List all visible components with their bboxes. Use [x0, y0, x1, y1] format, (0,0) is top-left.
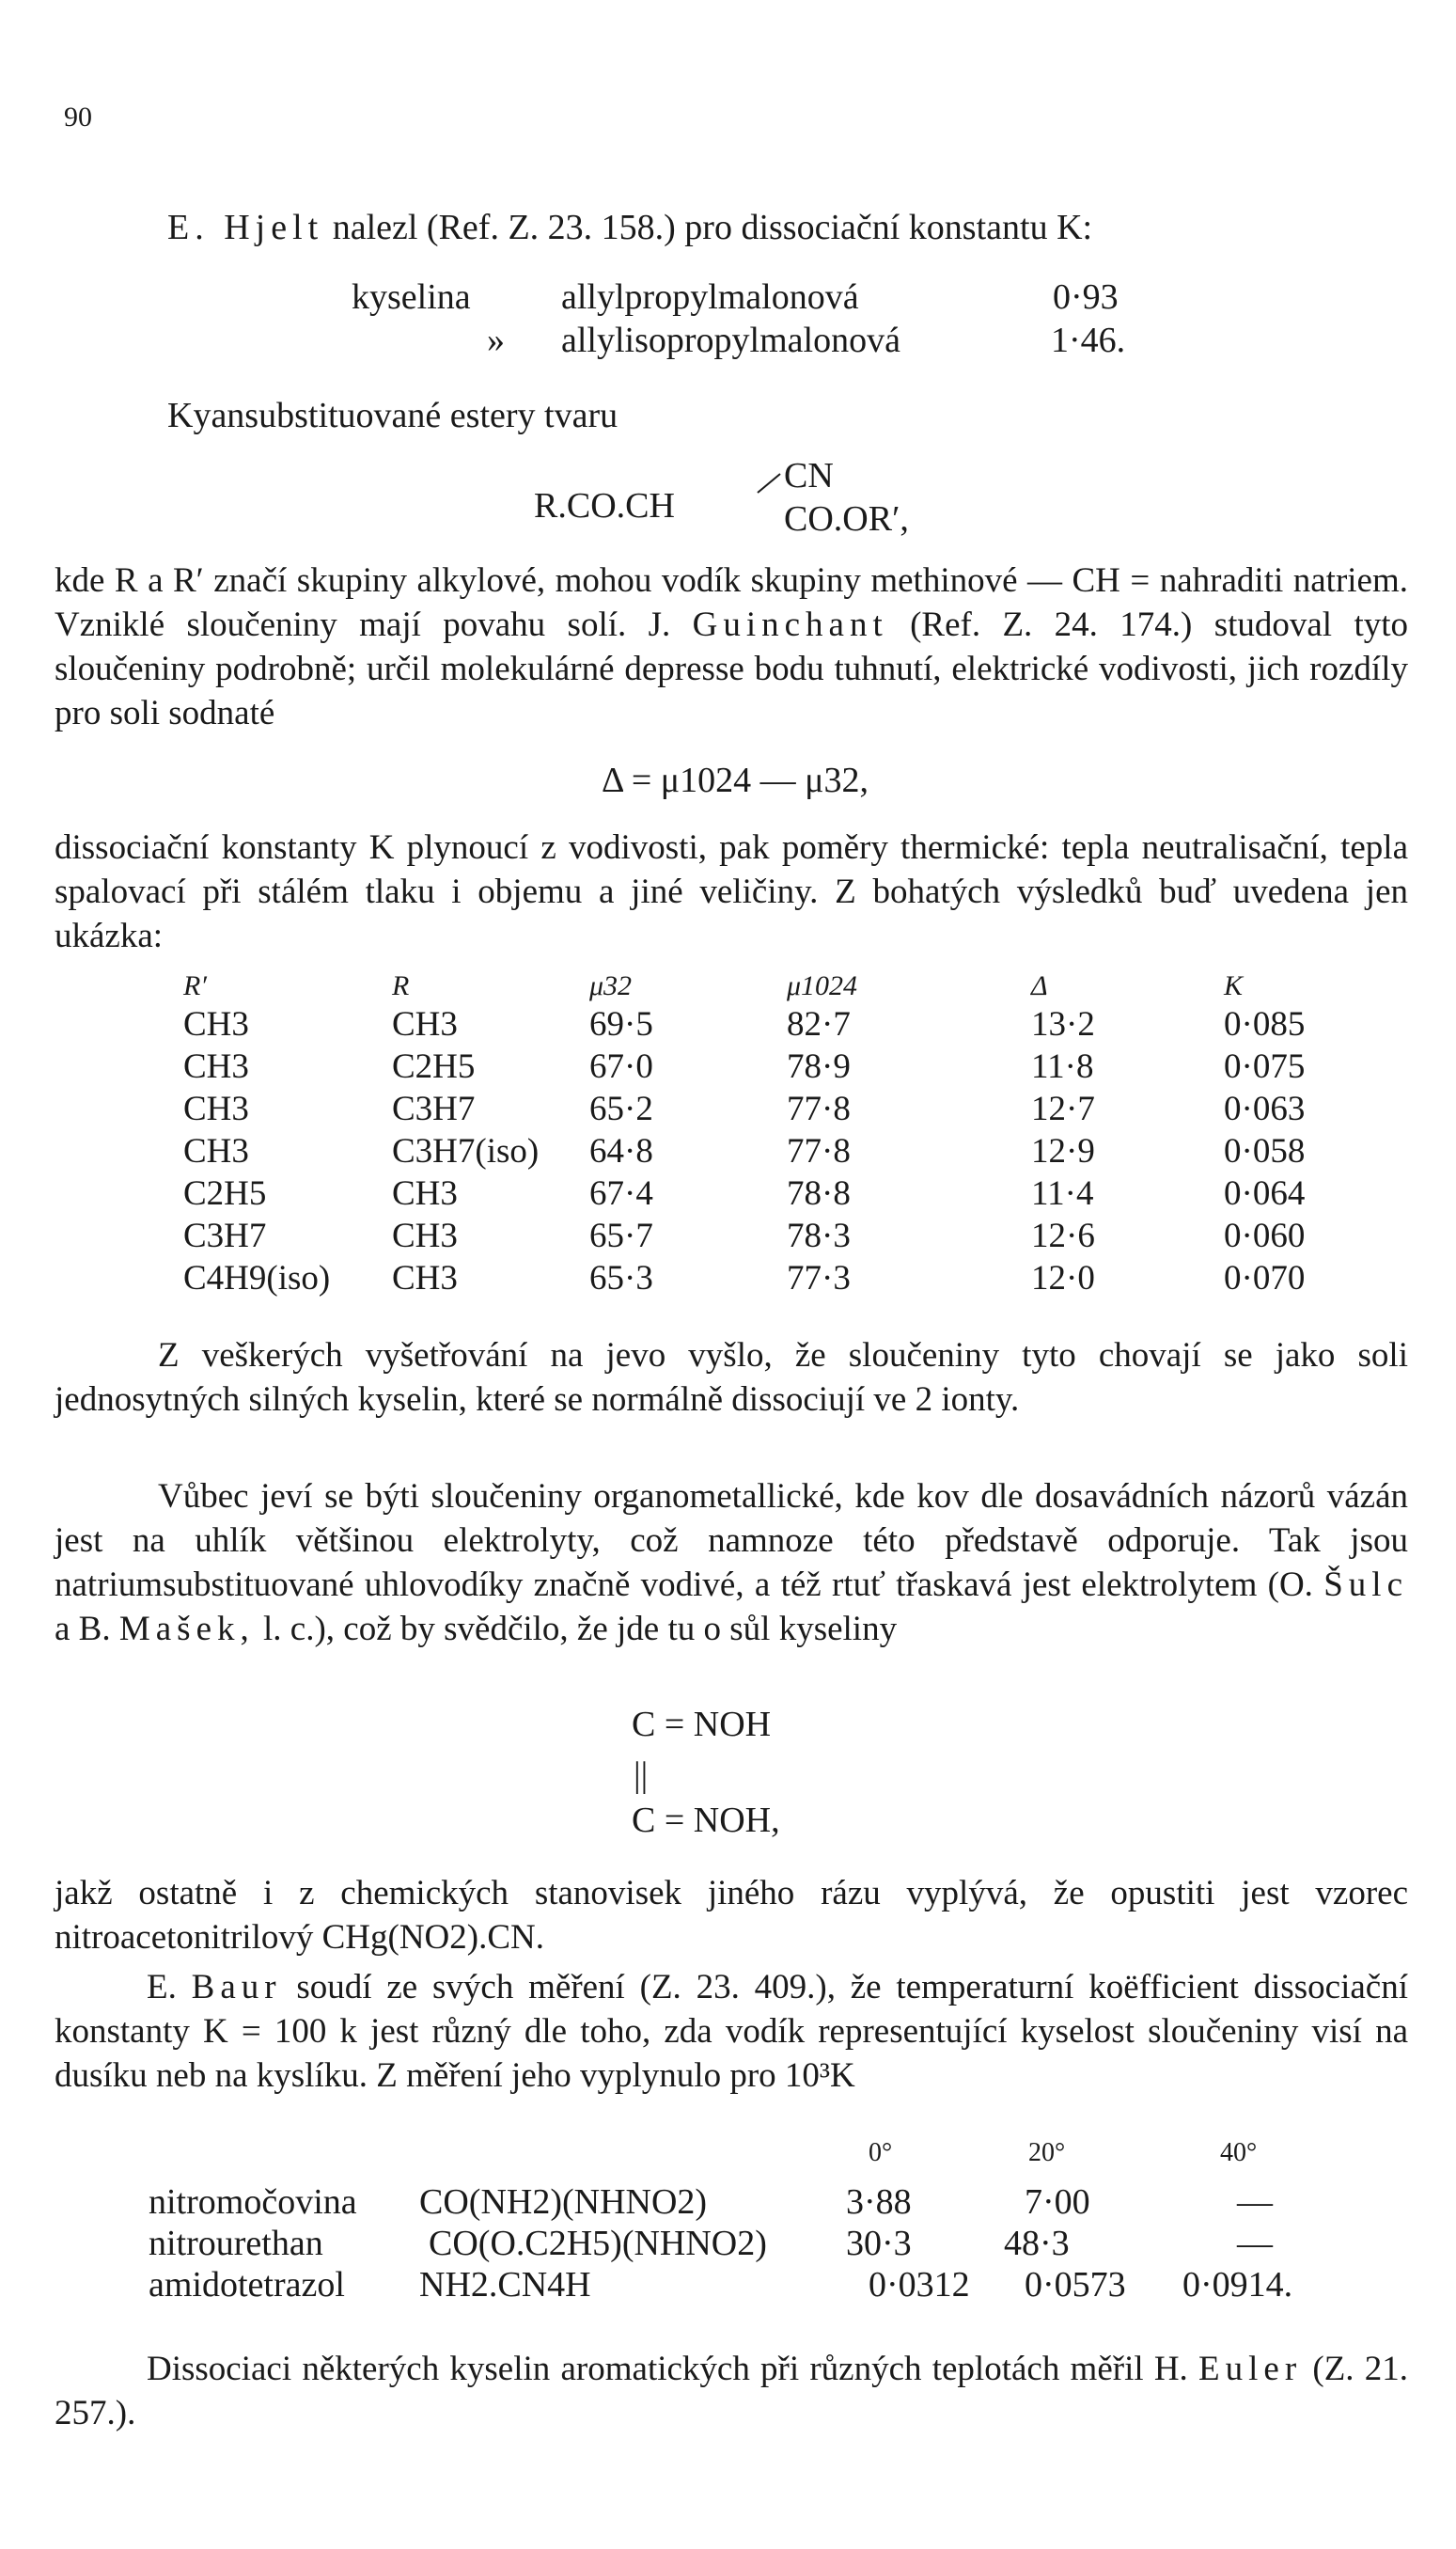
paragraph-7 — [55, 2347, 1408, 2435]
table-2-formula-3: NH2.CN4H — [419, 2265, 591, 2305]
table-row — [183, 1256, 1393, 1298]
table-2-v40-3: 0·0914. — [1182, 2265, 1293, 2305]
table-2-v40-2: — — [1237, 2224, 1273, 2263]
paragraph-1 — [55, 559, 1408, 735]
ester-formula-branch-top: CN — [784, 456, 834, 496]
acid-prefix-1: kyselina — [352, 277, 471, 317]
table-2-v0-1: 3·88 — [846, 2182, 912, 2222]
paragraph-6-author: Baur — [191, 1968, 282, 2006]
acid-value-1: 0·93 — [1053, 277, 1119, 317]
table-cell: 0·075 — [1224, 1047, 1306, 1086]
acid-prefix-2: » — [487, 321, 505, 360]
table-cell: 0·058 — [1224, 1132, 1306, 1171]
table-cell: 65·3 — [589, 1259, 653, 1298]
table-cell: C4H9(iso) — [183, 1259, 331, 1298]
table-cell: 12·7 — [1031, 1090, 1095, 1128]
table-cell: 64·8 — [589, 1132, 653, 1171]
intro-text: nalezl (Ref. Z. 23. 158.) pro dissociační konstantu K: — [332, 208, 1093, 247]
table-cell: C2H5 — [183, 1174, 267, 1213]
table-cell: 65·7 — [589, 1217, 653, 1255]
page-number: 90 — [64, 102, 92, 133]
ester-formula-branch-bottom: CO.OR′, — [784, 499, 909, 539]
table-cell: 0·070 — [1224, 1259, 1306, 1298]
table-row — [183, 1129, 1393, 1172]
table-cell: 82·7 — [787, 1005, 851, 1044]
table-2-formula-1: CO(NH2)(NHNO2) — [419, 2182, 708, 2222]
table-cell: C3H7 — [183, 1217, 267, 1255]
table-cell: 12·9 — [1031, 1132, 1095, 1171]
ester-formula-base: R.CO.CH — [534, 486, 675, 526]
table-cell: 67·0 — [589, 1047, 653, 1086]
table-1-header-mu32: μ32 — [589, 970, 633, 1001]
table-cell: C3H7(iso) — [392, 1132, 540, 1171]
acid-value-2: 1·46. — [1051, 321, 1126, 360]
table-2-header-40: 40° — [1220, 2138, 1258, 2167]
paragraph-6 — [55, 1965, 1408, 2098]
paragraph-3: Z veškerých vyšetřování na jevo vyšlo, že sloučeniny tyto chovají se jako soli jednosytných silných kyselin, které se normálně dissociují ve 2 ionty. — [55, 1336, 1408, 1419]
table-row — [183, 1087, 1393, 1129]
paragraph-6-start: E. — [147, 1968, 177, 2006]
table-cell: 0·064 — [1224, 1174, 1306, 1213]
table-2-v40-1: — — [1237, 2182, 1273, 2222]
noh-formula-line-1: C = NOH — [632, 1705, 772, 1744]
paragraph-4-author-2: Mašek, — [118, 1610, 255, 1648]
paragraph-1-text-a: kde R a R′ značí skupiny alkylové, mohou vodík skupiny methinové — CH = nahraditi natriem. Vzniklé sloučeniny mají povahu solí. J. — [55, 561, 1408, 644]
table-row — [183, 1172, 1393, 1214]
paragraph-4-mid: a B. — [55, 1610, 111, 1648]
table-cell: 12·6 — [1031, 1217, 1095, 1255]
table-row — [183, 1045, 1393, 1087]
paragraph-2: dissociační konstanty K plynoucí z vodivosti, pak poměry thermické: tepla neutralisační, tepla spalovací při stálém tlaku i objemu a jiné veličiny. Z bohatých výsledků buď uvedena jen ukázka: — [55, 828, 1408, 955]
table-2-v20-3: 0·0573 — [1025, 2265, 1126, 2305]
table-cell: 11·4 — [1031, 1174, 1094, 1213]
table-cell: 13·2 — [1031, 1005, 1095, 1044]
table-2-v20-1: 7·00 — [1025, 2182, 1090, 2222]
paragraph-4-text-b: l. c.), což by svědčilo, že jde tu o sůl kyseliny — [263, 1610, 898, 1648]
table-1-header-r-prime: R′ — [183, 970, 207, 1001]
table-2-v0-3: 0·0312 — [869, 2265, 970, 2305]
table-cell: 77·3 — [787, 1259, 851, 1298]
intro-line — [167, 205, 1092, 251]
table-cell: 11·8 — [1031, 1047, 1094, 1086]
table-cell: CH3 — [183, 1005, 249, 1044]
table-cell: 65·2 — [589, 1090, 653, 1128]
table-cell: C2H5 — [392, 1047, 476, 1086]
table-cell: 77·8 — [787, 1090, 851, 1128]
paragraph-5: jakž ostatně i z chemických stanovisek jiného rázu vyplývá, že opustiti jest vzorec nitroacetonitrilový CHg(NO2).CN. — [55, 1874, 1408, 1957]
paragraph-4 — [55, 1474, 1408, 1651]
data-table-1 — [183, 968, 1393, 1298]
table-cell: 78·9 — [787, 1047, 851, 1086]
table-cell: 0·063 — [1224, 1090, 1306, 1128]
table-2-v20-2: 48·3 — [1004, 2224, 1070, 2263]
table-cell: CH3 — [392, 1174, 458, 1213]
table-2-v0-2: 30·3 — [846, 2224, 912, 2263]
acid-name-2: allylisopropylmalonová — [561, 321, 900, 360]
noh-formula-line-2: C = NOH, — [632, 1801, 780, 1840]
table-cell: 12·0 — [1031, 1259, 1095, 1298]
table-row — [183, 1002, 1393, 1045]
paragraph-4-text-a: Vůbec jeví se býti sloučeniny organometallické, kde kov dle dosavádních názorů vázán jest na uhlík většinou elektrolyty, což namnoze této představě odporuje. Tak jsou natriumsubstituované uhlovodíky značně vodivé, a též rtuť třaskavá jest elektrolytem (O. — [55, 1477, 1408, 1604]
table-cell: CH3 — [392, 1259, 458, 1298]
table-cell: CH3 — [392, 1217, 458, 1255]
table-cell: 78·8 — [787, 1174, 851, 1213]
paragraph-1-author: Guinchant — [692, 606, 888, 644]
table-2-name-2: nitrourethan — [149, 2224, 323, 2263]
table-2-header-20: 20° — [1028, 2138, 1066, 2167]
table-cell: 0·085 — [1224, 1005, 1306, 1044]
acid-name-1: allylpropylmalonová — [561, 277, 859, 317]
intro-author: E. Hjelt — [167, 208, 324, 247]
delta-formula: Δ = μ1024 — μ32, — [602, 761, 869, 800]
table-row — [183, 1214, 1393, 1256]
table-cell: C3H7 — [392, 1090, 476, 1128]
table-2-formula-2: CO(O.C2H5)(NHNO2) — [429, 2224, 767, 2263]
table-cell: 78·3 — [787, 1217, 851, 1255]
table-cell: 77·8 — [787, 1132, 851, 1171]
table-2-header-0: 0° — [869, 2138, 893, 2167]
table-1-header-row — [183, 968, 1393, 1002]
table-1-header-mu1024: μ1024 — [787, 970, 858, 1001]
paragraph-7-author: Euler — [1198, 2350, 1303, 2388]
table-2-name-3: amidotetrazol — [149, 2265, 345, 2305]
table-1-header-delta: Δ — [1031, 970, 1048, 1001]
paragraph-4-author-1: Šulc — [1323, 1566, 1408, 1604]
table-1-header-k: K — [1224, 970, 1244, 1001]
table-cell: 69·5 — [589, 1005, 653, 1044]
table-cell: CH3 — [183, 1090, 249, 1128]
noh-formula-bond: || — [634, 1755, 649, 1795]
paragraph-7-text: Dissociaci některých kyselin aromatických při různých teplotách měřil H. — [147, 2350, 1188, 2388]
esters-title: Kyansubstituované estery tvaru — [167, 396, 618, 435]
paragraph-1-text-b: (Ref. Z. 24. 174.) studoval tyto sloučeniny podrobně; určil molekulárné depresse bodu tuhnutí, elektrické vodivosti, jich rozdíly pro soli sodnaté — [55, 606, 1408, 732]
table-cell: CH3 — [183, 1047, 249, 1086]
table-cell: 67·4 — [589, 1174, 653, 1213]
ester-branch-bond — [756, 468, 784, 496]
paragraph-7-ref: (Z. 21. 257.). — [55, 2350, 1409, 2432]
table-cell: CH3 — [392, 1005, 458, 1044]
table-1-header-r: R — [392, 970, 410, 1001]
table-cell: CH3 — [183, 1132, 249, 1171]
table-cell: 0·060 — [1224, 1217, 1306, 1255]
table-2-name-1: nitromočovina — [149, 2182, 357, 2222]
paragraph-6-text: soudí ze svých měření (Z. 23. 409.), že temperaturní koëfficient dissociační konstanty K = 100 k jest různý dle toho, zda vodík representující kyselost sloučeniny visí na dusíku neb na kyslíku. Z měření jeho vyplynulo pro 10³K — [55, 1968, 1408, 2095]
